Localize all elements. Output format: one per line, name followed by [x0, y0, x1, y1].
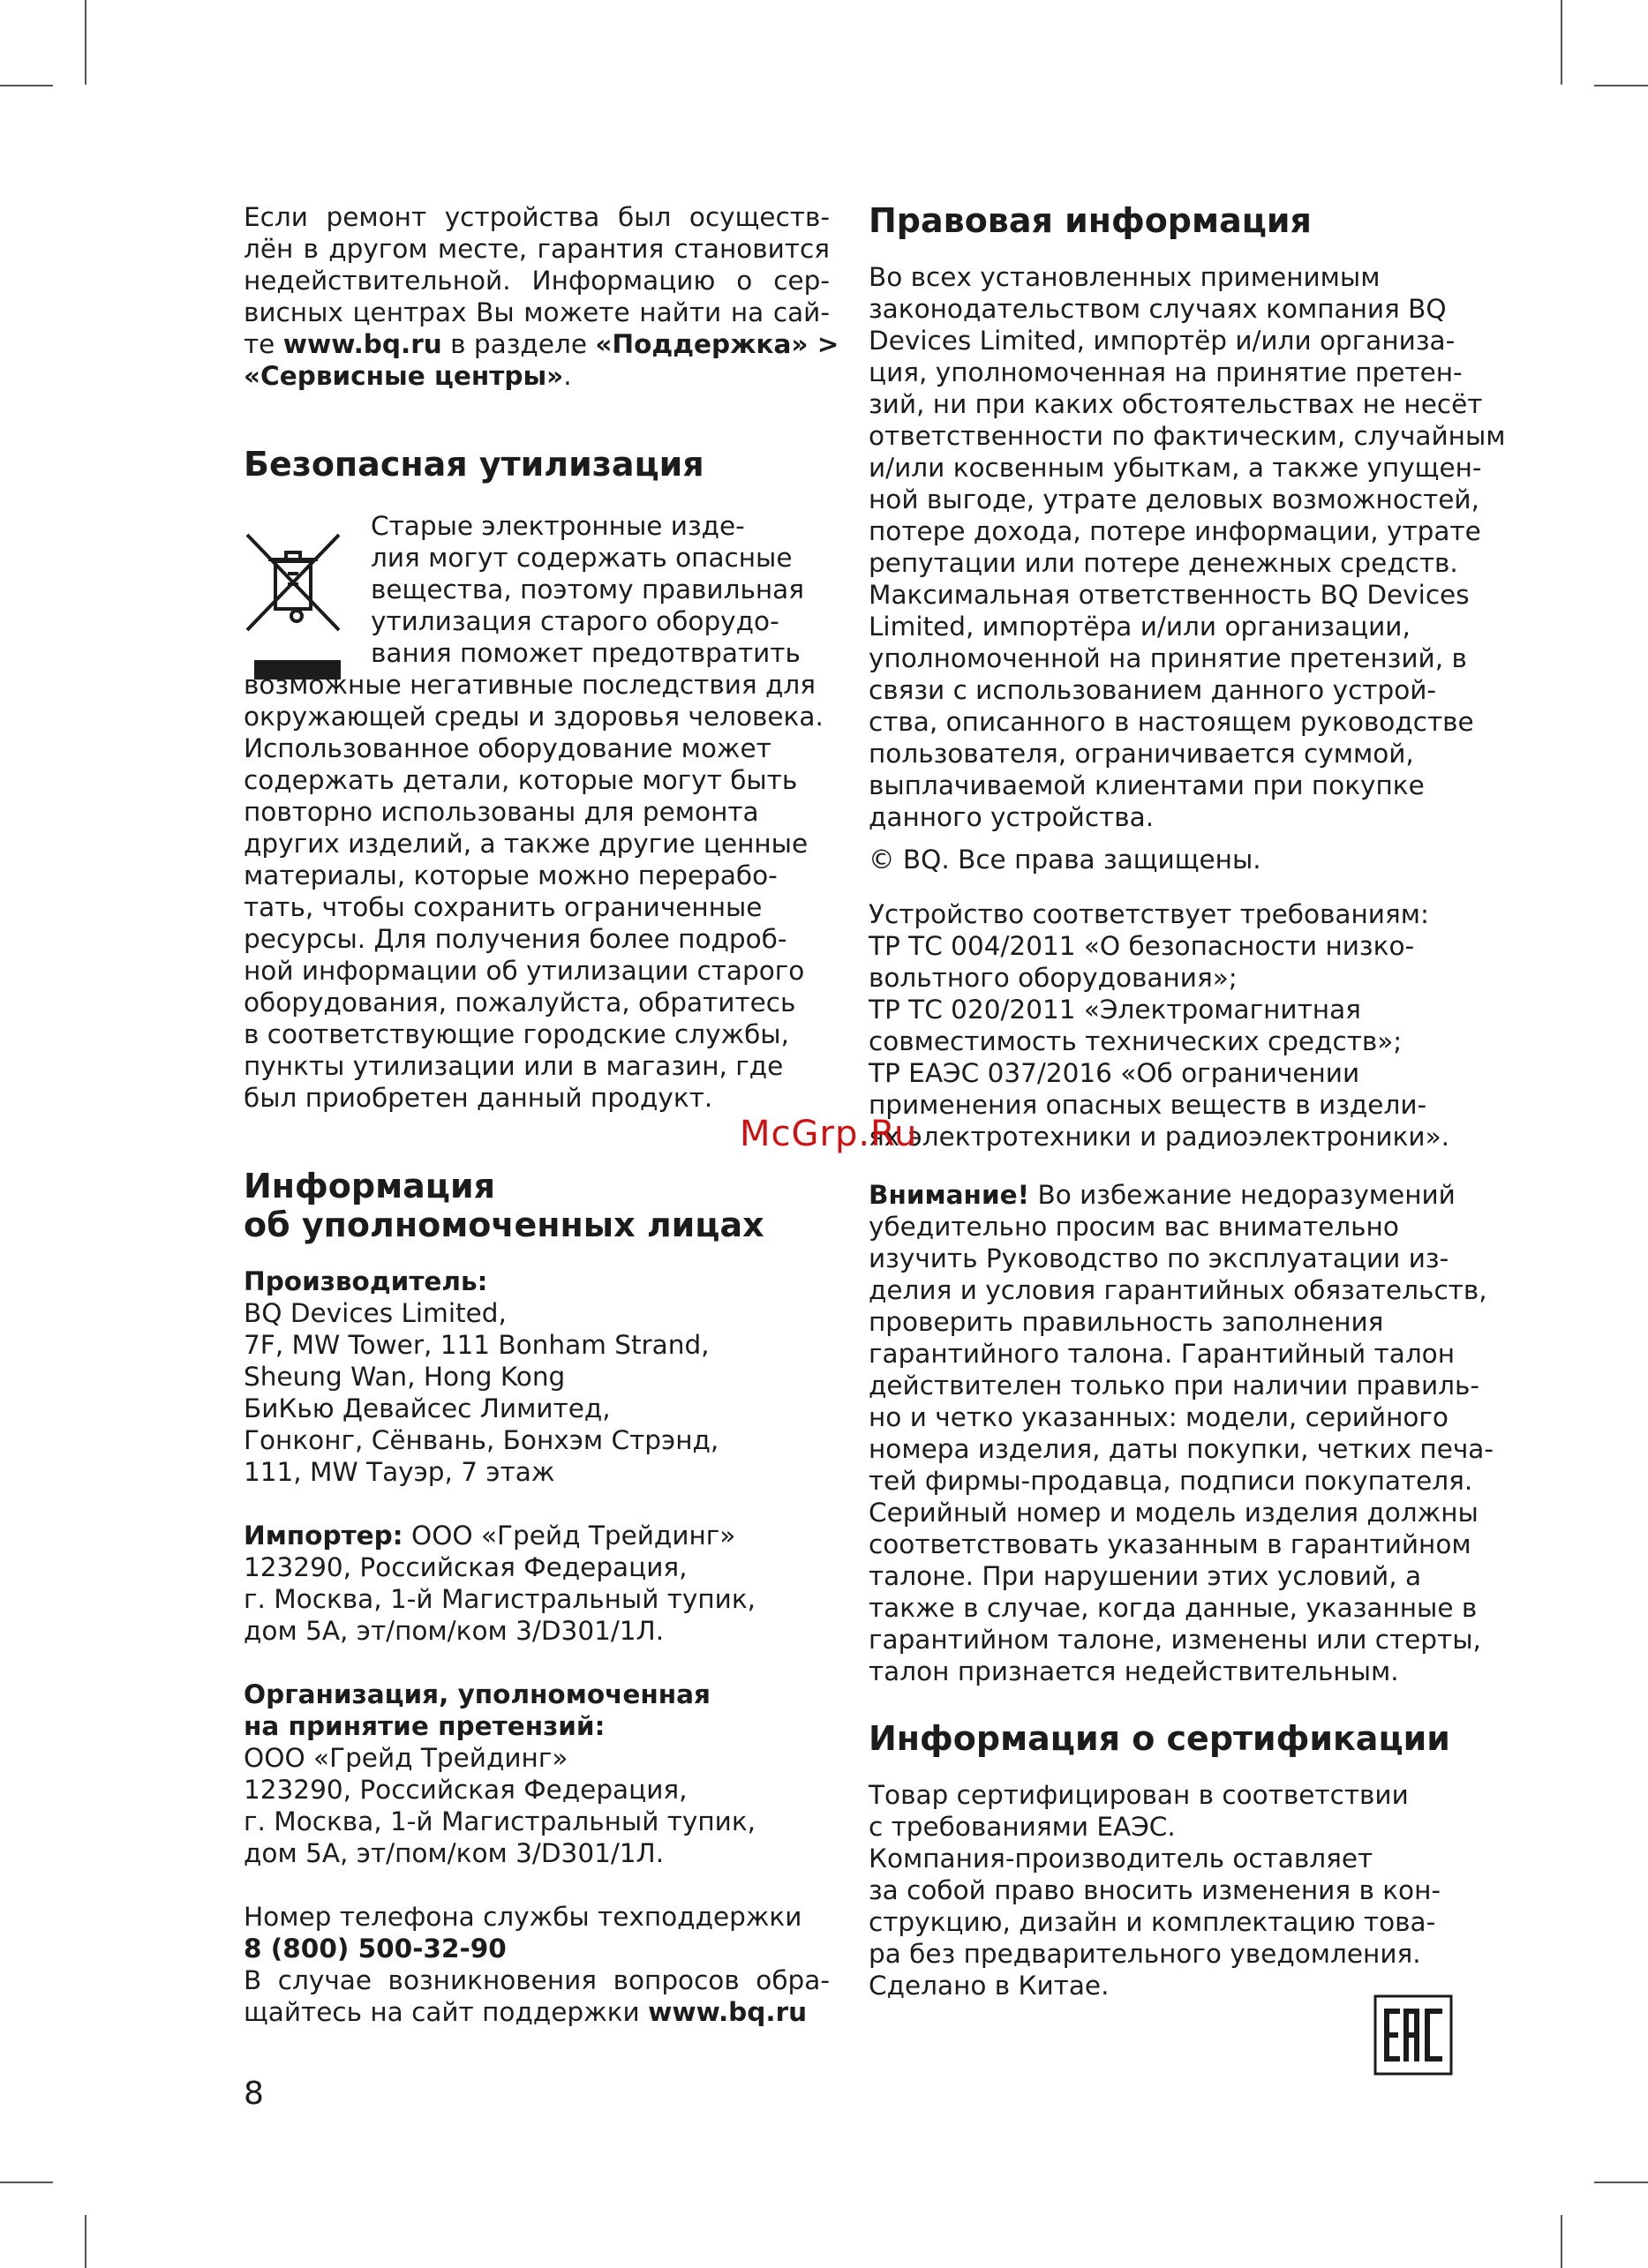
- text-line: ТР ЕАЭС 037/2016 «Об ограничении: [869, 1058, 1360, 1088]
- text-line: и/или косвенным убыткам, а также упущен-: [869, 453, 1482, 483]
- text-line: 123290, Российская Федерация,: [244, 1552, 688, 1582]
- compliance-paragraph: [869, 898, 1455, 1153]
- page-number: 8: [244, 2076, 264, 2112]
- text-line: уполномоченной на принятие претензий, в: [869, 643, 1467, 673]
- repair-paragraph: [244, 201, 839, 392]
- text-line: недействительной. Информацию о сер-: [244, 266, 830, 296]
- text-line: [244, 328, 839, 360]
- text-line: соответствовать указанным в гарантийном: [869, 1529, 1471, 1559]
- text-line: гарантийном талоне, изменены или стерты,: [869, 1625, 1481, 1655]
- text-line: других изделий, а также другие ценные: [244, 829, 809, 859]
- text-line: 7F, MW Tower, 111 Bonham Strand,: [244, 1330, 710, 1360]
- text-line: ной выгоде, утрате деловых возможностей,: [869, 484, 1479, 514]
- text-line: убедительно просим вас внимательно: [869, 1212, 1399, 1242]
- text-line: Использованное оборудование может: [244, 733, 771, 763]
- text-line: Во всех установленных применимым: [869, 262, 1381, 292]
- copyright: © BQ. Все права защищены.: [869, 845, 1261, 875]
- text-line: Номер телефона службы техподдержки: [244, 1902, 802, 1932]
- text-line: ТР ТС 020/2011 «Электромагнитная: [869, 995, 1361, 1025]
- attention-paragraph: [869, 1179, 1494, 1687]
- claims-org-block: [244, 1678, 830, 1869]
- persons-title-line-1: Информация: [244, 1167, 495, 1205]
- text-line: г. Москва, 1-й Магистральный тупик,: [244, 1806, 756, 1836]
- text-line: делия и условия гарантийных обязательств,: [869, 1275, 1487, 1305]
- cert-title: Информация о сертификации: [869, 1719, 1450, 1758]
- text-line: ответственности по фактическим, случайным: [869, 421, 1506, 451]
- text-line: Devices Limited, импортёр и/или организа-: [869, 326, 1456, 356]
- text-line: Старые электронные изде-: [371, 511, 745, 541]
- text-line: законодательством случаях компания BQ: [869, 294, 1447, 324]
- crop-mark: [85, 2215, 87, 2268]
- text-line: материалы, которые можно перерабо-: [244, 860, 778, 890]
- crop-mark: [0, 2182, 53, 2183]
- claims-org-label: на принятие претензий:: [244, 1711, 606, 1741]
- text-line: г. Москва, 1-й Магистральный тупик,: [244, 1584, 756, 1614]
- attention-label: Внимание!: [869, 1180, 1030, 1210]
- crop-mark: [0, 85, 53, 86]
- text-line: Гонконг, Сёнвань, Бонхэм Стрэнд,: [244, 1425, 719, 1455]
- text-line: Серийный номер и модель изделия должны: [869, 1498, 1479, 1528]
- text-line: дом 5А, эт/пом/ком 3/D301/1Л.: [244, 1838, 665, 1868]
- right-column: [869, 201, 1506, 2001]
- text-line: В случае возникновения вопросов обра-: [244, 1965, 830, 1995]
- text-fragment: те: [244, 329, 283, 359]
- text-line: применения опасных веществ в издели-: [869, 1090, 1427, 1120]
- text-line: изучить Руководство по эксплуатации из-: [869, 1243, 1449, 1273]
- support-phone[interactable]: 8 (800) 500-32-90: [244, 1934, 507, 1964]
- text-line: утилизация старого оборудо-: [371, 606, 779, 636]
- text-line: талоне. При нарушении этих условий, а: [869, 1561, 1422, 1591]
- text-line: Устройство соответствует требованиям:: [869, 899, 1429, 929]
- text-line: с требованиями ЕАЭС.: [869, 1812, 1176, 1842]
- text-line: вольтного оборудования»;: [869, 963, 1238, 993]
- crop-mark: [1594, 85, 1648, 86]
- watermark: McGrp.Ru: [740, 1114, 918, 1154]
- support-site-link[interactable]: www.bq.ru: [648, 1997, 808, 2027]
- text-line: ства, описанного в настоящем руководстве: [869, 707, 1474, 737]
- text-line: ООО «Грейд Трейдинг»: [244, 1743, 568, 1773]
- disposal-title: Безопасная утилизация: [244, 445, 704, 484]
- text-line: Если ремонт устройства был осуществ-: [244, 202, 830, 232]
- text-line: но и четко указанных: модели, серийного: [869, 1402, 1449, 1432]
- text-fragment: .: [563, 361, 572, 391]
- text-line: зий, ни при каких обстоятельствах не несёт: [869, 389, 1483, 419]
- text-line: Компания-производитель оставляет: [869, 1844, 1373, 1874]
- text-line: ной информации об утилизации старого: [244, 956, 805, 986]
- text-line: за собой право вносить изменения в кон-: [869, 1875, 1441, 1905]
- text-line: данного устройства.: [869, 802, 1155, 832]
- text-line: возможные негативные последствия для: [244, 670, 816, 700]
- text-line: BQ Devices Limited,: [244, 1298, 507, 1328]
- text-line: ресурсы. Для получения более подроб-: [244, 924, 787, 954]
- text-line: Сделано в Китае.: [869, 1971, 1110, 2001]
- text-line: БиКью Девайсес Лимитед,: [244, 1393, 611, 1423]
- text-fragment: в разделе: [441, 329, 596, 359]
- importer-label: Импортер:: [244, 1521, 403, 1551]
- eac-mark-icon: [1373, 1994, 1453, 2076]
- importer-name: ООО «Грейд Трейдинг»: [403, 1521, 736, 1551]
- text-line: также в случае, когда данные, указанные в: [869, 1593, 1478, 1623]
- disposal-paragraph: [244, 510, 830, 1114]
- crop-mark: [85, 0, 87, 85]
- text-line: в соответствующие городские службы,: [244, 1019, 789, 1049]
- text-line: номера изделия, даты покупки, четких печа-: [869, 1434, 1494, 1464]
- text-line: содержать детали, которые могут быть: [244, 765, 798, 795]
- manufacturer-label: Производитель:: [244, 1266, 488, 1296]
- text-line: вещества, поэтому правильная: [371, 575, 804, 605]
- text-line: лия могут содержать опасные: [371, 543, 793, 573]
- claims-org-label: Организация, уполномоченная: [244, 1679, 711, 1709]
- text-line: ра без предварительного уведомления.: [869, 1939, 1421, 1969]
- text-line: [244, 360, 830, 392]
- text-line: окружающей среды и здоровья человека.: [244, 702, 824, 732]
- text-line: 123290, Российская Федерация,: [244, 1775, 688, 1805]
- service-centers-ref: «Сервисные центры»: [244, 361, 564, 391]
- text-line: пункты утилизации или в магазин, где: [244, 1051, 784, 1081]
- text-line: проверить правильность заполнения: [869, 1307, 1384, 1337]
- text-line: вания поможет предотвратить: [371, 638, 801, 668]
- text-line: пользователя, ограничивается суммой,: [869, 739, 1414, 769]
- persons-title-line-2: об уполномоченных лицах: [244, 1205, 764, 1244]
- support-site-link[interactable]: www.bq.ru: [282, 329, 442, 359]
- text-line: репутации или потере денежных средств.: [869, 548, 1458, 578]
- text-line: Sheung Wan, Hong Kong: [244, 1362, 566, 1392]
- text-line: ях электротехники и радиоэлектроники».: [869, 1122, 1449, 1152]
- text-line: действителен только при наличии правиль-: [869, 1371, 1480, 1401]
- text-line: Товар сертифицирован в соответствии: [869, 1780, 1409, 1810]
- text-line: связи с использованием данного устрой-: [869, 675, 1437, 705]
- text-line: висных центрах Вы можете найти на сай-: [244, 297, 830, 327]
- text-line: гарантийного талона. Гарантийный талон: [869, 1339, 1456, 1369]
- text-line: Максимальная ответственность BQ Devices: [869, 580, 1470, 610]
- text-line: дом 5А, эт/пом/ком 3/D301/1Л.: [244, 1616, 665, 1646]
- text-line: тать, чтобы сохранить ограниченные: [244, 892, 763, 922]
- crop-mark: [1561, 0, 1562, 85]
- text-line: повторно использованы для ремонта: [244, 797, 759, 827]
- text-line: ция, уполномоченная на принятие претен-: [869, 357, 1463, 387]
- text-line: 111, MW Тауэр, 7 этаж: [244, 1457, 555, 1487]
- text-line: лён в другом месте, гарантия становится: [244, 234, 830, 264]
- text-line: струкцию, дизайн и комплектацию това-: [869, 1907, 1436, 1937]
- legal-paragraph: [869, 261, 1506, 833]
- text-line: был приобретен данный продукт.: [244, 1083, 713, 1113]
- text-fragment: щайтесь на сайт поддержки: [244, 1997, 649, 2027]
- crop-mark: [1561, 2215, 1562, 2268]
- text-line: тей фирмы-продавца, подписи покупателя.: [869, 1466, 1473, 1496]
- text-line: Limited, импортёра и/или организации,: [869, 612, 1411, 642]
- legal-title: Правовая информация: [869, 201, 1312, 240]
- support-block: [244, 1901, 830, 2028]
- text-line: совместимость технических средств»;: [869, 1026, 1403, 1056]
- text-line: выплачиваемой клиентами при покупке: [869, 770, 1425, 800]
- text-line: ТР ТС 004/2011 «О безопасности низко-: [869, 931, 1415, 961]
- support-section-ref: «Поддержка» >: [595, 329, 839, 359]
- text-line: потере дохода, потере информации, утрате: [869, 516, 1481, 546]
- text-line: оборудования, пожалуйста, обратитесь: [244, 988, 796, 1018]
- text-fragment: Во избежание недоразумений: [1029, 1180, 1456, 1210]
- cert-paragraph: [869, 1779, 1455, 2001]
- manufacturer-block: [244, 1265, 830, 1488]
- importer-block: [244, 1520, 830, 1647]
- crop-mark: [1594, 2182, 1648, 2183]
- text-line: талон признается недействительным.: [869, 1656, 1399, 1686]
